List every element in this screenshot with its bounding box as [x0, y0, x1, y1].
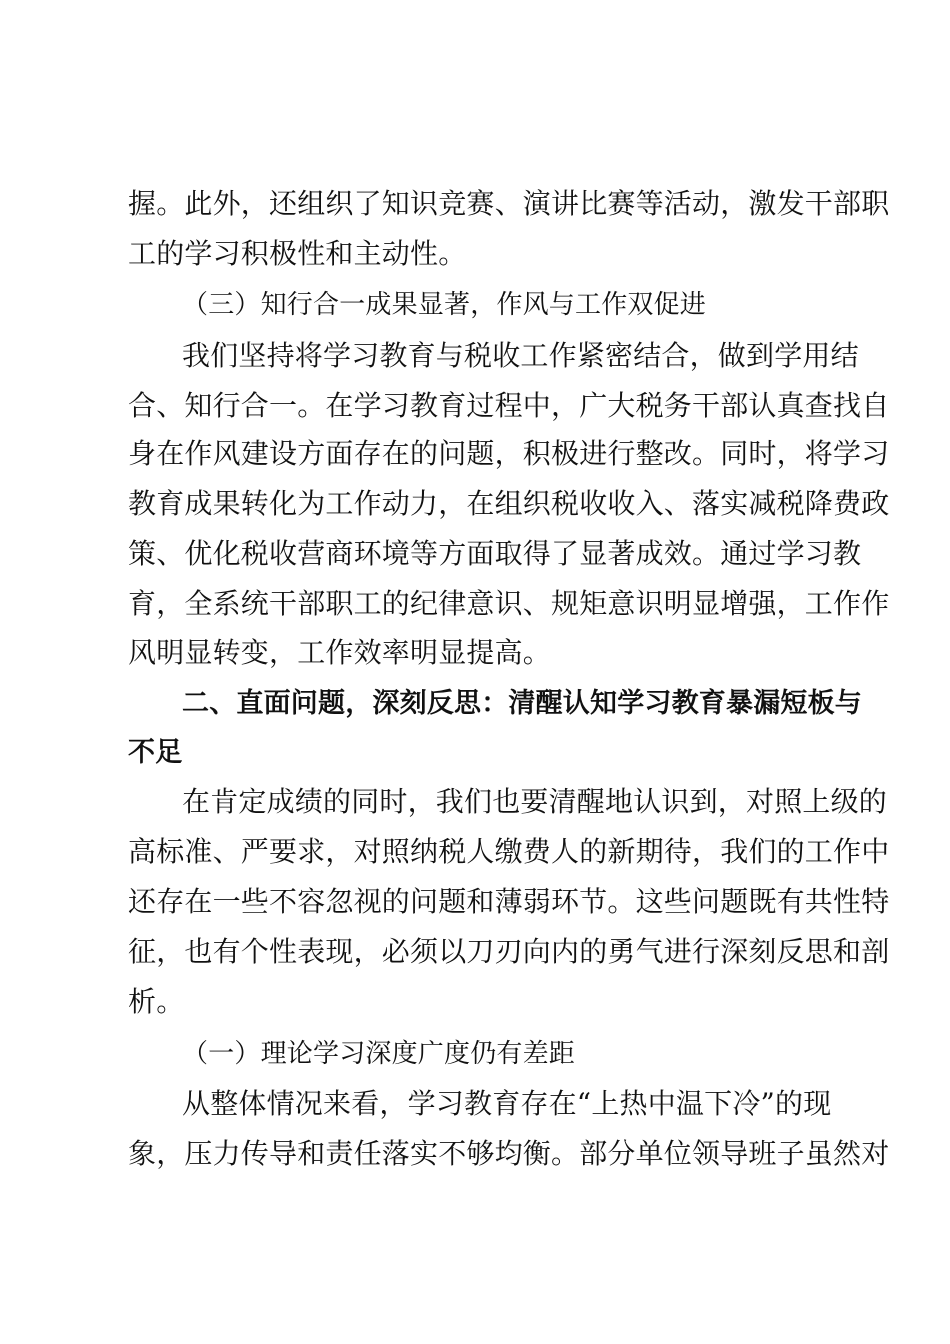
paragraph-line: 高标准、严要求，对照纳税人缴费人的新期待，我们的工作中 [128, 835, 890, 868]
paragraph-line: 教育成果转化为工作动力，在组织税收收入、落实减税降费政 [128, 487, 890, 520]
paragraph-line: 风明显转变，工作效率明显提高。 [128, 636, 552, 669]
section-heading: （一）理论学习深度广度仍有差距 [182, 1039, 576, 1069]
paragraph-line: 策、优化税收营商环境等方面取得了显著成效。通过学习教 [128, 537, 862, 570]
paragraph-line: 析。 [128, 985, 185, 1018]
paragraph-line: 在肯定成绩的同时，我们也要清醒地认识到，对照上级的 [182, 785, 888, 818]
paragraph-line: 征，也有个性表现，必须以刀刃向内的勇气进行深刻反思和剖 [128, 935, 890, 968]
paragraph-line: 象，压力传导和责任落实不够均衡。部分单位领导班子虽然对 [128, 1137, 890, 1170]
paragraph-line: 握。此外，还组织了知识竞赛、演讲比赛等活动，激发干部职 [128, 187, 890, 220]
paragraph-line: 还存在一些不容忽视的问题和薄弱环节。这些问题既有共性特 [128, 885, 890, 918]
chapter-heading: 不足 [128, 737, 183, 768]
paragraph-line: 身在作风建设方面存在的问题，积极进行整改。同时，将学习 [128, 437, 890, 470]
paragraph-line: 我们坚持将学习教育与税收工作紧密结合，做到学用结 [182, 339, 859, 372]
paragraph-line: 合、知行合一。在学习教育过程中，广大税务干部认真查找自 [128, 389, 890, 422]
paragraph-line: 育，全系统干部职工的纪律意识、规矩意识明显增强，工作作 [128, 587, 890, 620]
paragraph-line: 从整体情况来看，学习教育存在“上热中温下冷”的现 [182, 1087, 832, 1120]
chapter-heading: 二、直面问题，深刻反思：清醒认知学习教育暴漏短板与 [182, 688, 862, 719]
section-heading: （三）知行合一成果显著，作风与工作双促进 [182, 290, 707, 320]
paragraph-line: 工的学习积极性和主动性。 [128, 237, 467, 270]
